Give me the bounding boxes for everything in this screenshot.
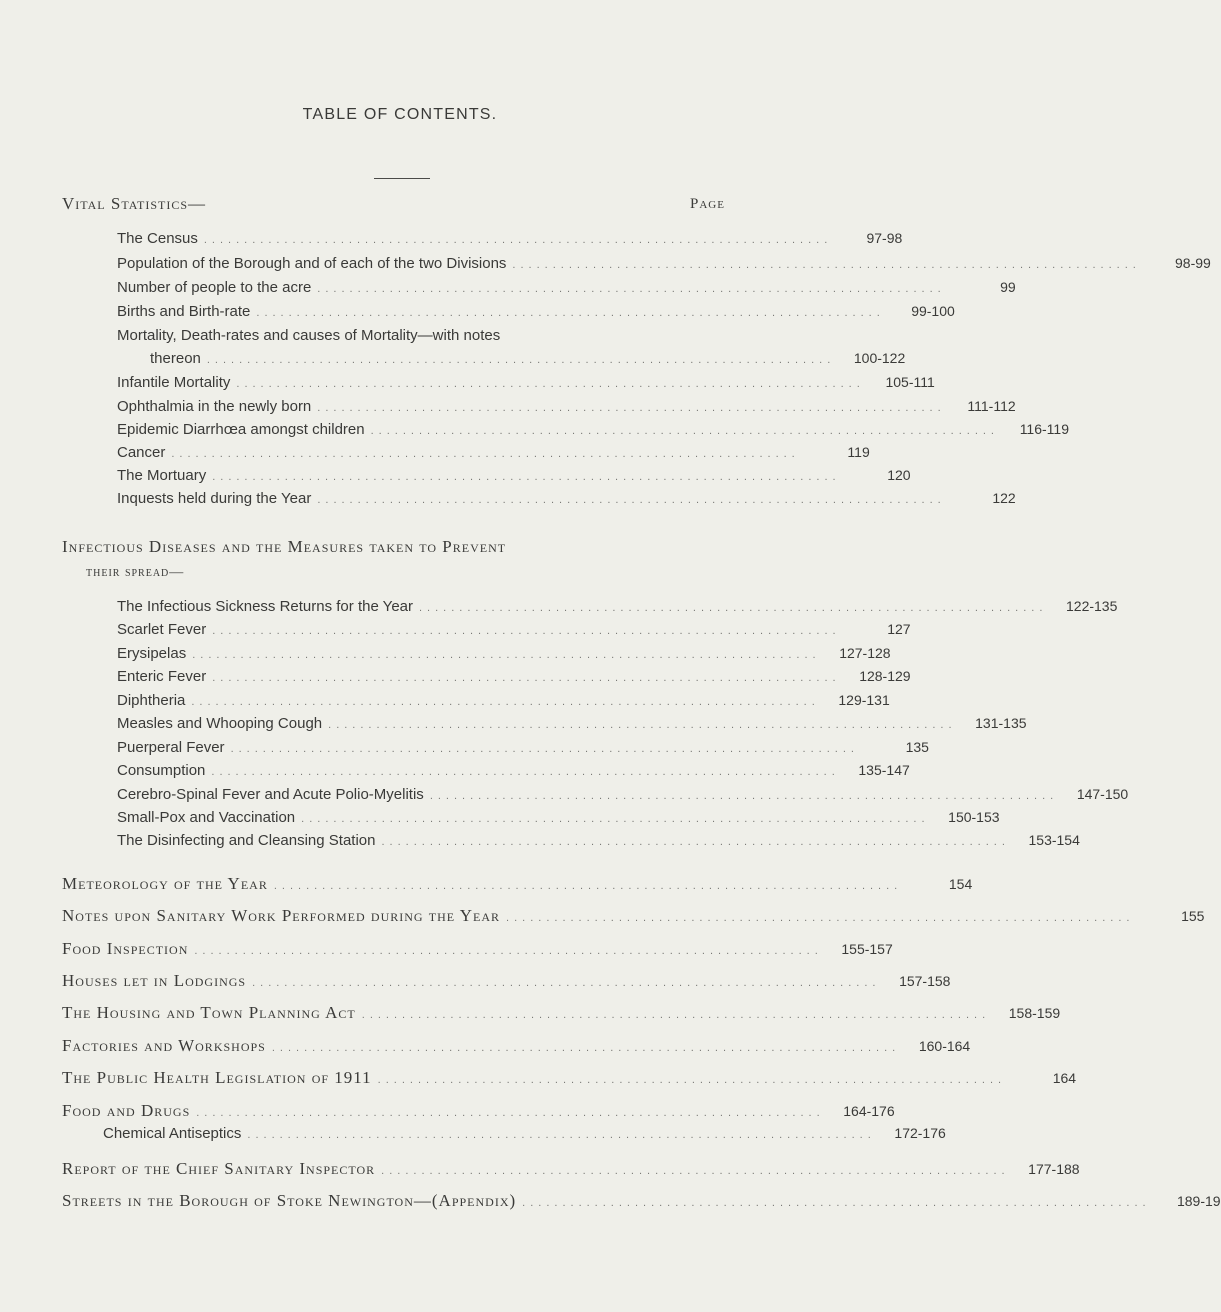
- leader-dots: ..............................................................................: [203, 234, 833, 246]
- toc-entry[interactable]: [117, 467, 911, 489]
- toc-section-entry[interactable]: [62, 1068, 1077, 1090]
- toc-section-entry[interactable]: [62, 1036, 971, 1058]
- leader-dots: ..............................................................................: [429, 790, 1059, 802]
- leader-dots: ..............................................................................: [328, 719, 957, 731]
- toc-entry-page: 150-153: [948, 809, 1000, 825]
- toc-entry-page: 157-158: [899, 973, 951, 989]
- toc-entry-label: Epidemic Diarrhœa amongst children: [117, 421, 365, 438]
- leader-dots: ..............................................................................: [247, 1129, 876, 1141]
- toc-entry[interactable]: [117, 374, 935, 396]
- toc-entry-label: The Public Health Legislation of 1911: [62, 1068, 372, 1087]
- toc-entry[interactable]: [117, 645, 891, 667]
- toc-entry-page: 120: [887, 467, 911, 483]
- toc-entry[interactable]: [117, 398, 1016, 420]
- toc-entry[interactable]: [103, 1125, 946, 1147]
- toc-entry[interactable]: [117, 421, 1069, 443]
- toc-entry-page: 189-19: [1176, 1193, 1221, 1209]
- leader-dots: ..............................................................................: [317, 494, 946, 506]
- toc-entry-page: 177-188: [1028, 1161, 1080, 1177]
- leader-dots: ..............................................................................: [192, 649, 821, 661]
- toc-entry-page: 128-129: [859, 668, 911, 684]
- toc-entry-page: 135: [905, 739, 929, 755]
- leader-dots: ..............................................................................: [194, 945, 823, 957]
- toc-entry-page: 164: [1052, 1070, 1077, 1086]
- toc-entry-page: 154: [948, 876, 973, 892]
- toc-entry-label: Cerebro-Spinal Fever and Acute Polio-Myelitis: [117, 786, 424, 803]
- leader-dots: ..............................................................................: [273, 880, 903, 892]
- toc-entry-page: 153-154: [1028, 832, 1080, 848]
- toc-entry-label: Small-Pox and Vaccination: [117, 809, 296, 826]
- toc-entry-label: Diphtheria: [117, 692, 186, 709]
- toc-entry[interactable]: [117, 303, 955, 325]
- toc-entry-label: The Mortuary: [117, 467, 207, 484]
- toc-entry-page: 122-135: [1066, 598, 1118, 614]
- toc-entry-label: The Infectious Sickness Returns for the Year: [117, 598, 413, 615]
- toc-entry-page: 155: [1181, 908, 1205, 924]
- toc-entry-page: 111-112: [967, 398, 1016, 414]
- toc-entry-label: Inquests held during the Year: [117, 490, 312, 507]
- toc-entry-page: 135-147: [858, 762, 910, 778]
- toc-entry-label: Houses let in Lodgings: [62, 971, 247, 990]
- toc-entry[interactable]: [117, 621, 911, 643]
- leader-dots: ..............................................................................: [317, 402, 946, 414]
- leader-dots: ..............................................................................: [230, 743, 859, 755]
- toc-entry-page: 119: [847, 444, 870, 460]
- toc-entry-page: 158-159: [1008, 1005, 1061, 1021]
- toc-entry[interactable]: [117, 668, 911, 690]
- toc-entry-page: 99-100: [911, 303, 955, 319]
- toc-entry-label: Scarlet Fever: [117, 621, 207, 638]
- toc-entry-label: Number of people to the acre: [117, 279, 312, 296]
- toc-entry-page: 116-119: [1019, 421, 1069, 437]
- page-title: TABLE OF CONTENTS.: [302, 106, 498, 123]
- toc-entry-page: 172-176: [894, 1125, 946, 1141]
- toc-entry-page: 122: [992, 490, 1016, 506]
- toc-entry-label: The Census: [117, 230, 198, 247]
- toc-section-entry[interactable]: [62, 1003, 1061, 1025]
- toc-entry-label: Food Inspection: [62, 939, 189, 958]
- toc-entry[interactable]: [117, 598, 1118, 620]
- toc-entry[interactable]: [117, 832, 1080, 854]
- toc-entry-label: Meteorology of the Year: [62, 874, 268, 893]
- toc-entry-page: 98-99: [1175, 255, 1211, 271]
- toc-section-entry[interactable]: [62, 1159, 1080, 1181]
- leader-dots: ..............................................................................: [212, 625, 841, 637]
- section-heading-infectious-diseases: Infectious Diseases and the Measures taken to Prevent: [62, 537, 507, 556]
- toc-entry-page: 105-111: [885, 374, 935, 390]
- toc-entry-label-wrapped: Mortality, Death-rates and causes of Mortality—with notes: [117, 327, 501, 344]
- toc-entry-label: Streets in the Borough of Stoke Newington—(Appendix): [62, 1191, 517, 1210]
- toc-entry-page: 147-150: [1076, 786, 1129, 802]
- toc-entry-label: Notes upon Sanitary Work Performed during the Year: [62, 906, 501, 925]
- toc-entry-label: Puerperal Fever: [117, 739, 225, 756]
- toc-entry-page: 160-164: [918, 1038, 971, 1054]
- toc-entry-page: 129-131: [838, 692, 890, 708]
- toc-section-entry[interactable]: [62, 906, 1205, 928]
- toc-entry-page: 155-157: [841, 941, 893, 957]
- toc-section-entry[interactable]: [62, 1191, 1221, 1213]
- leader-dots: ..............................................................................: [211, 766, 840, 778]
- leader-dots: ..............................................................................: [301, 813, 930, 825]
- leader-dots: ..............................................................................: [381, 1165, 1010, 1177]
- toc-entry[interactable]: [117, 715, 1027, 737]
- toc-entry-label: Infantile Mortality: [117, 374, 231, 391]
- toc-entry-page: 131-135: [975, 715, 1027, 731]
- leader-dots: ..............................................................................: [370, 425, 999, 437]
- leader-dots: ..............................................................................: [212, 672, 841, 684]
- leader-dots: ..............................................................................: [377, 1074, 1007, 1086]
- leader-dots: ..............................................................................: [271, 1042, 901, 1054]
- toc-section-entry[interactable]: [62, 971, 951, 993]
- toc-entry[interactable]: [117, 490, 1016, 512]
- leader-dots: ..............................................................................: [512, 259, 1141, 271]
- toc-entry-label: Enteric Fever: [117, 668, 207, 685]
- toc-entry-label: Births and Birth-rate: [117, 303, 251, 320]
- toc-section-entry[interactable]: [62, 939, 893, 961]
- toc-entry-label: The Housing and Town Planning Act: [62, 1003, 356, 1022]
- toc-entry[interactable]: [117, 809, 1000, 831]
- leader-dots: ..............................................................................: [522, 1197, 1151, 1209]
- toc-entry-label: Cancer: [117, 444, 166, 461]
- leader-dots: ..............................................................................: [196, 1107, 825, 1119]
- toc-section-entry[interactable]: [62, 1101, 895, 1123]
- toc-entry-label: Consumption: [117, 762, 206, 779]
- leader-dots: ..............................................................................: [361, 1009, 991, 1021]
- toc-entry[interactable]: [117, 279, 1016, 301]
- leader-dots: ..............................................................................: [171, 448, 800, 460]
- leader-dots: ..............................................................................: [236, 378, 865, 390]
- leader-dots: ..............................................................................: [381, 836, 1010, 848]
- toc-entry-label: Measles and Whooping Cough: [117, 715, 323, 732]
- toc-entry[interactable]: [117, 444, 870, 466]
- toc-entry-page: 164-176: [843, 1103, 895, 1119]
- toc-entry[interactable]: [117, 762, 910, 784]
- toc-entry[interactable]: [150, 350, 906, 372]
- toc-entry[interactable]: [117, 739, 929, 761]
- toc-entry-label: Erysipelas: [117, 645, 187, 662]
- toc-entry[interactable]: [117, 692, 890, 714]
- leader-dots: ..............................................................................: [252, 977, 881, 989]
- page-column-header: Page: [690, 196, 725, 212]
- leader-dots: ..............................................................................: [506, 912, 1135, 924]
- toc-entry[interactable]: [117, 786, 1129, 808]
- toc-entry-page: 127: [887, 621, 911, 637]
- leader-dots: ..............................................................................: [206, 354, 836, 366]
- section-heading-continued: their spread—: [86, 565, 185, 580]
- toc-entry-page: 100-122: [853, 350, 906, 366]
- toc-entry-page: 127-128: [839, 645, 891, 661]
- toc-entry-label: Factories and Workshops: [62, 1036, 266, 1055]
- toc-entry-label: Food and Drugs: [62, 1101, 191, 1120]
- toc-entry[interactable]: [117, 255, 1211, 277]
- leader-dots: ..............................................................................: [212, 471, 841, 483]
- toc-entry-label: Ophthalmia in the newly born: [117, 398, 312, 415]
- toc-entry-label: thereon: [150, 350, 201, 367]
- leader-dots: ..............................................................................: [317, 283, 946, 295]
- toc-entry-page: 99: [1000, 279, 1016, 295]
- title-divider: [374, 178, 430, 179]
- toc-entry-page: 97-98: [866, 230, 903, 246]
- toc-entry-label: The Disinfecting and Cleansing Station: [117, 832, 376, 849]
- leader-dots: ..............................................................................: [419, 602, 1048, 614]
- toc-entry[interactable]: [117, 230, 903, 252]
- toc-entry-label: Chemical Antiseptics: [103, 1125, 242, 1142]
- leader-dots: ..............................................................................: [256, 307, 885, 319]
- toc-entry-label: Report of the Chief Sanitary Inspector: [62, 1159, 376, 1178]
- toc-entry-label: Population of the Borough and of each of the two Divisions: [117, 255, 507, 272]
- toc-section-entry[interactable]: [62, 874, 973, 896]
- section-heading-vital-statistics: Vital Statistics—: [62, 194, 207, 213]
- leader-dots: ..............................................................................: [191, 696, 820, 708]
